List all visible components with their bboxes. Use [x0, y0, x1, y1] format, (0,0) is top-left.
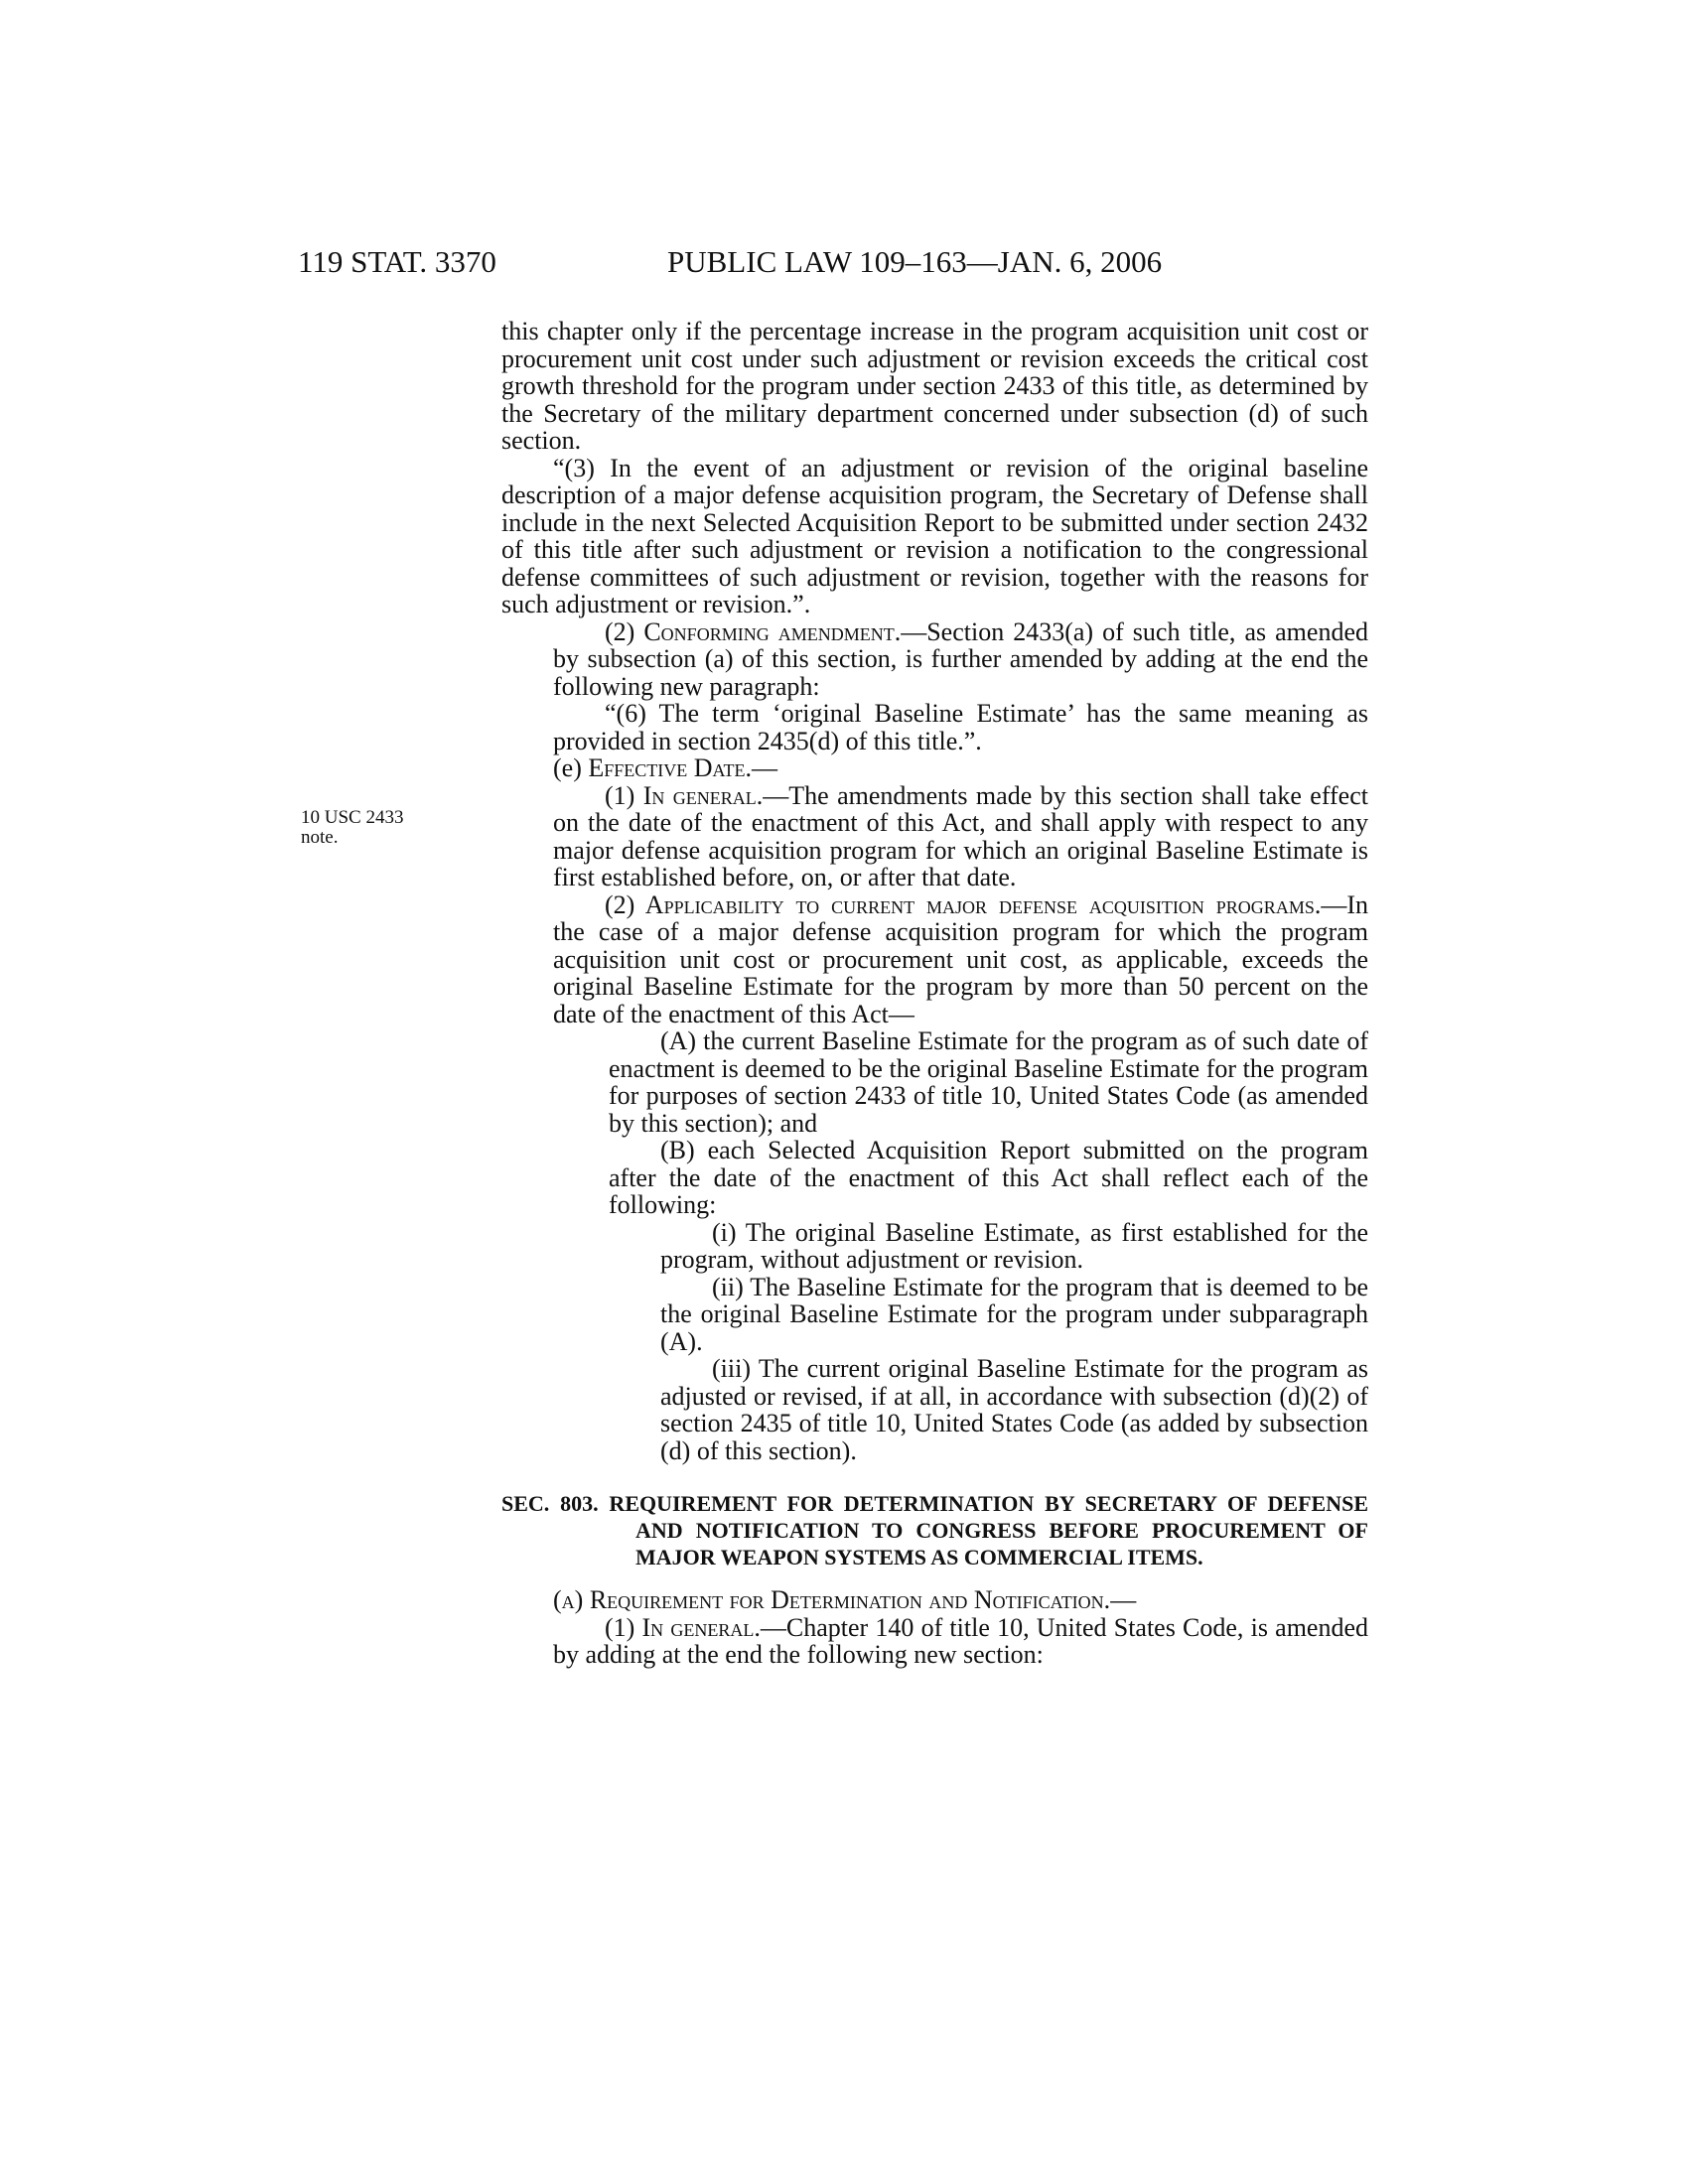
paragraph-6-definition: “(6) The term ‘original Baseline Estimate’ has the same meaning as provided in section 2435(d) of this title.”.	[553, 699, 1368, 755]
clause-i: (i) The original Baseline Estimate, as first established for the program, without adjustment or revision.	[660, 1217, 1368, 1274]
chapter-140-paragraph	[501, 1614, 1368, 1669]
margin-note-citation: 10 USC 2433	[301, 807, 404, 828]
public-law-citation: PUBLIC LAW 109–163—JAN. 6, 2006	[667, 244, 1163, 279]
conforming-amendment-text: —Section 2433(a) of such title, as amended by subsection (a) of this section, is further amended by adding at the end the following new paragraph:	[553, 616, 1368, 701]
section-heading: SEC. 803. REQUIREMENT FOR DETERMINATION BY SECRETARY OF DEFENSE AND NOTIFICATION TO CONGRESS BEFORE PROCUREMENT OF MAJOR WEAPON SYSTEMS AS COMMERCIAL ITEMS.	[501, 1491, 1368, 1570]
conforming-amendment	[501, 618, 1368, 701]
chapter-140-heading: (1) In general.	[605, 1612, 761, 1642]
clause-iii: (iii) The current original Baseline Estimate for the program as adjusted or revised, if at all, in accordance with subsection (d)(2) of section 2435 of title 10, United States Code (as added by subsection (d) of this section).	[660, 1354, 1368, 1465]
chapter-140-text: —Chapter 140 of title 10, United States Code, is amended by adding at the end the following new section:	[553, 1612, 1368, 1669]
page-header	[298, 244, 1390, 284]
requirement-heading: (a) Requirement for Determination and Notification.—	[553, 1585, 1137, 1614]
in-general-paragraph	[501, 782, 1368, 891]
requirement-label: (a) Requirement for Determination and Notification.	[553, 1585, 1111, 1614]
effective-date-heading: (e) Effective Date.—	[553, 753, 778, 782]
margin-note	[301, 808, 450, 848]
margin-note-suffix: note.	[301, 827, 339, 848]
statute-page-number: 119 STAT. 3370	[298, 244, 496, 279]
applicability-heading: (2) Applicability to current major defense acquisition programs.	[605, 889, 1322, 919]
in-general-text: —The amendments made by this section shall take effect on the date of the enactment of this Act, and shall apply with respect to any major defense acquisition program for which an original Baseline Estimate is first established before, on, or after that date.	[553, 780, 1368, 891]
conforming-amendment-heading: (2) Conforming amendment.	[605, 616, 902, 646]
in-general-heading: (1) In general.	[605, 780, 764, 810]
paragraph-continuation: this chapter only if the percentage increase in the program acquisition unit cost or procurement unit cost under such adjustment or revision exceeds the critical cost growth threshold for the program under section 2433 of this title, as determined by the Secretary of the military department concerned under subsection (d) of such section.	[501, 317, 1368, 455]
applicability-text: —In the case of a major defense acquisition program for which the program acquisition unit cost or procurement unit cost, as applicable, exceeds the original Baseline Estimate for the program by more than 50 percent on the date of the enactment of this Act—	[553, 889, 1368, 1028]
subparagraph-a: (A) the current Baseline Estimate for the program as of such date of enactment is deemed to be the original Baseline Estimate for the program for purposes of section 2433 of title 10, United States Code (as amended by this section); and	[609, 1026, 1368, 1138]
effective-date-label: Effective Date.	[588, 753, 753, 782]
applicability-paragraph	[501, 891, 1368, 1028]
clause-ii: (ii) The Baseline Estimate for the program that is deemed to be the original Baseline Estimate for the program under subparagraph (A).	[660, 1272, 1368, 1356]
subparagraph-b: (B) each Selected Acquisition Report submitted on the program after the date of the enactment of this Act shall reflect each of the following:	[609, 1136, 1368, 1219]
paragraph-3: “(3) In the event of an adjustment or revision of the original baseline description of a major defense acquisition program, the Secretary of Defense shall include in the next Selected Acquisition Report to be submitted under section 2432 of this title after such adjustment or revision a notification to the congressional defense committees of such adjustment or revision, together with the reasons for such adjustment or revision.”.	[501, 453, 1368, 618]
document-body	[501, 318, 1368, 1669]
